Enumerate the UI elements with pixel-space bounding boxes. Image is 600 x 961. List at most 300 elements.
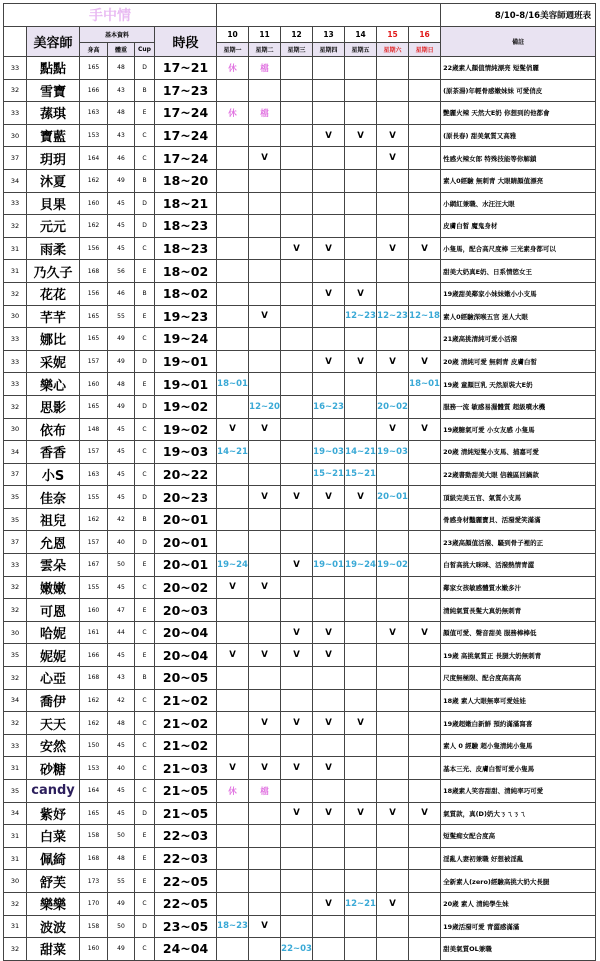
schedule-cell: V <box>377 621 409 644</box>
schedule-cell: V <box>409 621 441 644</box>
staff-row <box>4 576 596 599</box>
note-cell: 19歲甜美鄰家小妹妹嫩小小支馬 <box>441 282 596 305</box>
note-cell: 短髮痴女配合度高 <box>441 825 596 848</box>
date-header: 14 <box>345 27 377 43</box>
schedule-cell <box>313 780 345 803</box>
schedule-cell <box>345 689 377 712</box>
schedule-cell <box>409 892 441 915</box>
time-slot-cell: 17~24 <box>155 102 217 125</box>
schedule-cell <box>377 780 409 803</box>
schedule-cell: V <box>249 915 281 938</box>
schedule-cell <box>217 192 249 215</box>
schedule-cell <box>281 667 313 690</box>
schedule-cell <box>409 147 441 170</box>
beautician-name: 蓀琪 <box>27 102 80 125</box>
schedule-cell: 15~21 <box>345 463 377 486</box>
schedule-cell <box>249 124 281 147</box>
weight-cell: 43 <box>108 124 135 147</box>
age-cell: 30 <box>4 418 27 441</box>
weight-cell: 43 <box>108 79 135 102</box>
schedule-cell: 20~01 <box>377 486 409 509</box>
time-slot-cell: 22~05 <box>155 892 217 915</box>
weight-cell: 45 <box>108 215 135 238</box>
cup-cell: C <box>135 328 155 351</box>
cup-cell: C <box>135 621 155 644</box>
schedule-cell: 18~01 <box>217 373 249 396</box>
schedule-cell: V <box>313 237 345 260</box>
schedule-cell: V <box>249 147 281 170</box>
age-cell: 33 <box>4 734 27 757</box>
weight-cell: 55 <box>108 870 135 893</box>
schedule-cell <box>409 57 441 80</box>
time-slot-cell: 19~02 <box>155 395 217 418</box>
date-header: 11 <box>249 27 281 43</box>
schedule-cell <box>345 780 377 803</box>
time-slot-cell: 21~05 <box>155 802 217 825</box>
schedule-cell <box>377 847 409 870</box>
staff-row <box>4 554 596 577</box>
schedule-cell <box>313 260 345 283</box>
schedule-cell <box>409 192 441 215</box>
time-slot-cell: 21~02 <box>155 689 217 712</box>
schedule-cell <box>345 79 377 102</box>
height-cell: 156 <box>80 282 108 305</box>
schedule-cell <box>377 192 409 215</box>
schedule-table <box>3 3 596 961</box>
schedule-cell: V <box>313 644 345 667</box>
weight-cell: 45 <box>108 576 135 599</box>
schedule-cell <box>313 418 345 441</box>
schedule-cell <box>377 260 409 283</box>
time-slot-cell: 19~01 <box>155 350 217 373</box>
schedule-cell: V <box>249 644 281 667</box>
schedule-cell <box>313 870 345 893</box>
schedule-cell <box>377 79 409 102</box>
weight-cell: 49 <box>108 328 135 351</box>
schedule-cell <box>217 215 249 238</box>
schedule-cell: V <box>377 418 409 441</box>
schedule-cell <box>217 938 249 961</box>
schedule-cell: 12~18 <box>409 305 441 328</box>
age-cell: 31 <box>4 825 27 848</box>
age-cell: 31 <box>4 757 27 780</box>
beautician-name: 祖兒 <box>27 508 80 531</box>
cup-cell: C <box>135 734 155 757</box>
weight-cell: 55 <box>108 305 135 328</box>
staff-row <box>4 282 596 305</box>
staff-row <box>4 350 596 373</box>
schedule-cell <box>345 576 377 599</box>
date-header: 15 <box>377 27 409 43</box>
schedule-cell: 19~02 <box>377 554 409 577</box>
weight-cell: 45 <box>108 780 135 803</box>
weight-cell: 43 <box>108 667 135 690</box>
schedule-cell <box>345 938 377 961</box>
schedule-cell: V <box>313 802 345 825</box>
age-cell: 32 <box>4 215 27 238</box>
time-slot-cell: 20~22 <box>155 463 217 486</box>
beautician-name: 可恩 <box>27 599 80 622</box>
schedule-cell: 12~21 <box>345 892 377 915</box>
age-cell: 33 <box>4 328 27 351</box>
schedule-cell <box>377 169 409 192</box>
weight-cell: 40 <box>108 757 135 780</box>
time-slot-cell: 17~21 <box>155 57 217 80</box>
height-cell: 166 <box>80 644 108 667</box>
cup-cell: B <box>135 667 155 690</box>
age-cell: 33 <box>4 192 27 215</box>
height-cell: 160 <box>80 938 108 961</box>
height-cell: 166 <box>80 79 108 102</box>
schedule-cell <box>249 508 281 531</box>
schedule-cell <box>249 531 281 554</box>
brand-title: 手中情 <box>4 4 217 27</box>
cup-cell: E <box>135 102 155 125</box>
schedule-cell <box>409 870 441 893</box>
schedule-cell <box>313 847 345 870</box>
schedule-cell <box>217 892 249 915</box>
beautician-name: 花花 <box>27 282 80 305</box>
cup-cell: C <box>135 712 155 735</box>
cup-cell: C <box>135 463 155 486</box>
schedule-cell <box>409 282 441 305</box>
time-slot-cell: 17~24 <box>155 124 217 147</box>
schedule-cell <box>217 531 249 554</box>
schedule-cell <box>377 870 409 893</box>
cup-cell: D <box>135 192 155 215</box>
weight-cell: 40 <box>108 531 135 554</box>
schedule-cell <box>281 870 313 893</box>
time-slot-cell: 20~02 <box>155 576 217 599</box>
schedule-cell: 18~01 <box>409 373 441 396</box>
age-cell: 35 <box>4 644 27 667</box>
schedule-cell <box>377 712 409 735</box>
schedule-cell <box>313 192 345 215</box>
cup-cell: C <box>135 780 155 803</box>
schedule-cell <box>281 373 313 396</box>
schedule-cell: V <box>281 757 313 780</box>
note-cell: 19歲活潑可愛 青澀感滿滿 <box>441 915 596 938</box>
schedule-cell <box>377 644 409 667</box>
age-header <box>4 27 27 57</box>
age-cell: 30 <box>4 305 27 328</box>
schedule-cell <box>249 734 281 757</box>
schedule-cell <box>345 757 377 780</box>
beautician-name: 貝果 <box>27 192 80 215</box>
schedule-cell <box>345 599 377 622</box>
weekday-header: 星期一 <box>217 43 249 57</box>
staff-row <box>4 215 596 238</box>
note-cell: (原茶湯)年輕骨感嫩妹妹 可愛俏皮 <box>441 79 596 102</box>
staff-row <box>4 644 596 667</box>
schedule-cell <box>249 441 281 464</box>
schedule-cell <box>217 486 249 509</box>
schedule-cell <box>345 644 377 667</box>
schedule-cell: V <box>217 757 249 780</box>
beautician-name: 采妮 <box>27 350 80 373</box>
schedule-cell: V <box>281 802 313 825</box>
schedule-cell <box>313 373 345 396</box>
schedule-cell: V <box>217 576 249 599</box>
note-cell: 22歲素人顏值情純漂亮 短髮俏麗 <box>441 57 596 80</box>
time-slot-cell: 21~03 <box>155 757 217 780</box>
schedule-cell <box>281 328 313 351</box>
cup-cell: C <box>135 689 155 712</box>
schedule-cell: V <box>281 621 313 644</box>
beautician-name: 思影 <box>27 395 80 418</box>
schedule-cell: 休 <box>217 780 249 803</box>
schedule-cell <box>377 373 409 396</box>
schedule-cell: 18~23 <box>217 915 249 938</box>
time-slot-cell: 19~02 <box>155 418 217 441</box>
cup-cell: E <box>135 373 155 396</box>
schedule-cell <box>377 938 409 961</box>
note-cell: 19歲糖氣可愛 小女友感 小隻馬 <box>441 418 596 441</box>
schedule-cell <box>409 441 441 464</box>
schedule-cell: 19~24 <box>345 554 377 577</box>
schedule-cell <box>313 531 345 554</box>
schedule-cell <box>345 847 377 870</box>
note-cell: 19歲超嫩白新鮮 預約滿滿寫喜 <box>441 712 596 735</box>
beautician-name: 雪寶 <box>27 79 80 102</box>
cup-cell: E <box>135 554 155 577</box>
schedule-cell: V <box>313 621 345 644</box>
schedule-cell <box>345 57 377 80</box>
schedule-cell: V <box>345 282 377 305</box>
note-cell: (原長春) 甜美氣質又高雅 <box>441 124 596 147</box>
note-cell: 骨感身材豔麗寶貝、活潑愛笑滿滿 <box>441 508 596 531</box>
staff-row <box>4 757 596 780</box>
schedule-cell <box>409 734 441 757</box>
note-cell: 18歲素人笑容甜甜、清純率巧可愛 <box>441 780 596 803</box>
schedule-cell: V <box>345 712 377 735</box>
beautician-name: 舒芙 <box>27 870 80 893</box>
beautician-name: 紫妤 <box>27 802 80 825</box>
age-cell: 35 <box>4 486 27 509</box>
staff-row <box>4 531 596 554</box>
schedule-cell: V <box>217 644 249 667</box>
beautician-name: 點點 <box>27 57 80 80</box>
time-slot-cell: 20~05 <box>155 667 217 690</box>
schedule-cell <box>345 395 377 418</box>
note-cell: 顏值可愛、聲音甜美 服務棒棒低 <box>441 621 596 644</box>
schedule-cell <box>281 508 313 531</box>
schedule-cell <box>217 328 249 351</box>
schedule-cell <box>345 734 377 757</box>
age-cell: 31 <box>4 915 27 938</box>
age-cell: 34 <box>4 169 27 192</box>
cup-header: Cup <box>135 43 155 57</box>
beautician-name: 寶藍 <box>27 124 80 147</box>
height-cell: 173 <box>80 870 108 893</box>
schedule-cell: V <box>377 802 409 825</box>
schedule-cell <box>377 599 409 622</box>
age-cell: 37 <box>4 463 27 486</box>
weight-cell: 46 <box>108 147 135 170</box>
schedule-cell <box>377 508 409 531</box>
schedule-cell <box>217 712 249 735</box>
cup-cell: C <box>135 418 155 441</box>
weight-cell: 45 <box>108 192 135 215</box>
schedule-cell: V <box>281 237 313 260</box>
weight-cell: 49 <box>108 395 135 418</box>
beautician-name: 雲朵 <box>27 554 80 577</box>
note-cell: 淫亂人妻初兼職 好想被淫亂 <box>441 847 596 870</box>
schedule-cell <box>313 508 345 531</box>
schedule-cell: 19~24 <box>217 554 249 577</box>
cup-cell: D <box>135 215 155 238</box>
schedule-cell <box>217 802 249 825</box>
weekday-header: 星期四 <box>313 43 345 57</box>
height-cell: 158 <box>80 825 108 848</box>
schedule-cell <box>345 373 377 396</box>
age-cell: 32 <box>4 79 27 102</box>
schedule-cell <box>249 847 281 870</box>
cup-cell: B <box>135 508 155 531</box>
note-cell: 艷麗火辣 天然大E奶 你想到的他都會 <box>441 102 596 125</box>
schedule-cell <box>249 599 281 622</box>
height-cell: 163 <box>80 463 108 486</box>
cup-cell: E <box>135 305 155 328</box>
schedule-cell <box>281 531 313 554</box>
staff-row <box>4 621 596 644</box>
beautician-name: 嫩嫩 <box>27 576 80 599</box>
beautician-name: 佩綺 <box>27 847 80 870</box>
note-cell: 小網紅兼職、水汪汪大眼 <box>441 192 596 215</box>
beautician-name: 心亞 <box>27 667 80 690</box>
staff-row <box>4 825 596 848</box>
height-cell: 155 <box>80 576 108 599</box>
schedule-cell <box>249 621 281 644</box>
time-slot-cell: 23~05 <box>155 915 217 938</box>
height-cell: 156 <box>80 237 108 260</box>
schedule-cell <box>281 418 313 441</box>
time-slot-cell: 18~23 <box>155 215 217 238</box>
schedule-cell <box>281 79 313 102</box>
weight-cell: 42 <box>108 689 135 712</box>
schedule-cell <box>409 847 441 870</box>
note-cell: 頂級完美五官、氣質小支馬 <box>441 486 596 509</box>
schedule-cell: V <box>377 237 409 260</box>
weekday-header: 星期日 <box>409 43 441 57</box>
schedule-cell: V <box>377 124 409 147</box>
schedule-cell <box>249 938 281 961</box>
schedule-cell <box>409 938 441 961</box>
time-slot-cell: 22~05 <box>155 870 217 893</box>
age-cell: 34 <box>4 802 27 825</box>
note-cell: 尺度無極限、配合度高高高 <box>441 667 596 690</box>
staff-row <box>4 892 596 915</box>
schedule-cell <box>249 237 281 260</box>
staff-row <box>4 192 596 215</box>
schedule-cell <box>281 192 313 215</box>
age-cell: 32 <box>4 712 27 735</box>
schedule-cell <box>345 237 377 260</box>
schedule-cell <box>281 599 313 622</box>
schedule-cell: 檔 <box>249 780 281 803</box>
note-cell: 素人0經驗 無刺青 大眼睛顏值漂亮 <box>441 169 596 192</box>
schedule-cell <box>313 938 345 961</box>
staff-row <box>4 667 596 690</box>
schedule-cell <box>217 621 249 644</box>
schedule-cell <box>249 689 281 712</box>
schedule-cell: 22~03 <box>281 938 313 961</box>
time-slot-cell: 24~04 <box>155 938 217 961</box>
schedule-cell <box>281 915 313 938</box>
weight-cell: 47 <box>108 599 135 622</box>
cup-cell: C <box>135 237 155 260</box>
schedule-cell <box>217 79 249 102</box>
schedule-cell <box>313 57 345 80</box>
schedule-cell <box>281 847 313 870</box>
date-header: 16 <box>409 27 441 43</box>
schedule-cell <box>217 237 249 260</box>
schedule-cell: 19~01 <box>313 554 345 577</box>
time-slot-cell: 19~01 <box>155 373 217 396</box>
height-cell: 165 <box>80 57 108 80</box>
schedule-cell <box>313 599 345 622</box>
schedule-cell <box>409 508 441 531</box>
schedule-cell <box>217 847 249 870</box>
note-cell: 小隻馬，配合高尺度棒 三光素身都可以 <box>441 237 596 260</box>
note-header: 備註 <box>441 27 596 57</box>
cup-cell: B <box>135 79 155 102</box>
schedule-cell <box>217 350 249 373</box>
schedule-cell <box>313 328 345 351</box>
staff-row <box>4 486 596 509</box>
schedule-cell <box>249 825 281 848</box>
weight-cell: 45 <box>108 463 135 486</box>
cup-cell: B <box>135 169 155 192</box>
schedule-cell <box>281 576 313 599</box>
age-cell: 32 <box>4 938 27 961</box>
schedule-cell <box>409 260 441 283</box>
time-slot-cell: 22~03 <box>155 847 217 870</box>
height-cell: 165 <box>80 802 108 825</box>
schedule-cell <box>249 169 281 192</box>
age-cell: 34 <box>4 441 27 464</box>
beautician-name: 波波 <box>27 915 80 938</box>
schedule-cell <box>377 531 409 554</box>
schedule-cell <box>281 102 313 125</box>
schedule-cell: V <box>345 350 377 373</box>
schedule-cell <box>217 825 249 848</box>
schedule-cell: V <box>313 757 345 780</box>
schedule-cell: V <box>409 802 441 825</box>
schedule-cell: 檔 <box>249 102 281 125</box>
time-slot-header: 時段 <box>155 27 217 57</box>
weight-cell: 49 <box>108 938 135 961</box>
schedule-cell <box>249 79 281 102</box>
schedule-cell <box>281 734 313 757</box>
age-cell: 37 <box>4 147 27 170</box>
schedule-cell <box>281 215 313 238</box>
weight-cell: 48 <box>108 847 135 870</box>
note-cell: 皮膚白皙 魔鬼身材 <box>441 215 596 238</box>
cup-cell: E <box>135 599 155 622</box>
schedule-cell <box>217 282 249 305</box>
schedule-cell: 19~03 <box>377 441 409 464</box>
time-slot-cell: 22~03 <box>155 825 217 848</box>
schedule-cell: V <box>313 282 345 305</box>
beautician-name: 哈妮 <box>27 621 80 644</box>
time-slot-cell: 20~23 <box>155 486 217 509</box>
schedule-cell <box>249 373 281 396</box>
age-cell: 33 <box>4 350 27 373</box>
schedule-cell: V <box>377 350 409 373</box>
schedule-cell <box>281 169 313 192</box>
beautician-name: 安然 <box>27 734 80 757</box>
